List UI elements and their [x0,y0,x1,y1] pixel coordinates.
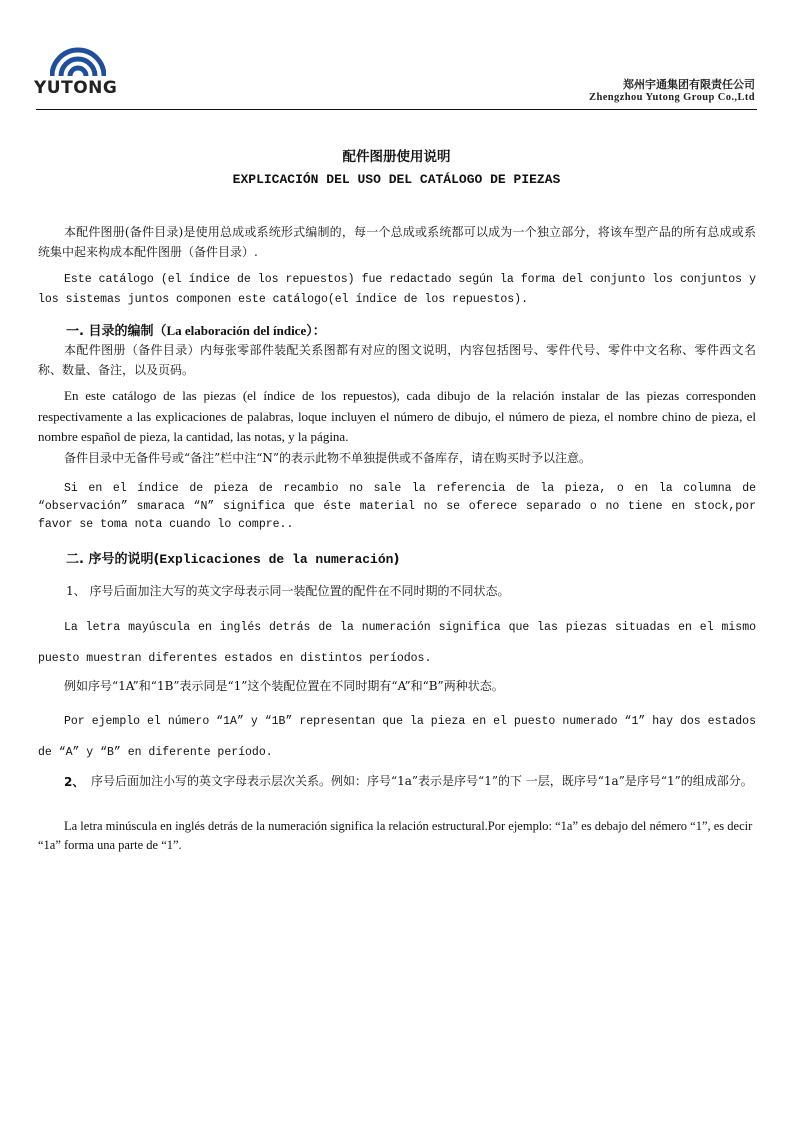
company-name-cn: 郑州宇通集团有限责任公司 [623,78,755,91]
section-1-paragraph-cn: 本配件图册（备件目录）内每张零部件装配关系图都有对应的图文说明，内容包括图号、零件代号、零件中文名称、零件西文名称、数量、备注，以及页码。 [38,343,756,377]
section-2-heading [66,548,399,567]
section-2-item-1-es: La letra mayúscula en inglés detrás de la numeración significa que las piezas situadas en el mismo puesto muestran diferentes estados en distintos períodos. [38,621,756,665]
header-divider [36,109,757,110]
section-2-example-es: Por ejemplo el número “1A” y “1B” representan que la pieza en el puesto numerado “1” hay dos estados de “A” y “B” en diferente período. [38,715,756,759]
section-2-item-2-cn: 序号后面加注小写的英文字母表示层次关系。例如：序号“1a”表示是序号“1”的下 一层，既序号“1a”是序号“1”的组成部分。 [91,774,753,788]
section-1-note-es: Si en el índice de pieza de recambio no sale la referencia de la pieza, o en la columna de “observación” smaraca “N” significa que éste material no se oferece separado o no tiene en stock,por favor se toma nota cuando lo compre.. [38,482,756,531]
intro-paragraph-cn: 本配件图册(备件目录)是使用总成或系统形式编制的，每一个总成或系统都可以成为一个独立部分，将该车型产品的所有总成或系统集中起来构成本配件图册（备件目录）. [38,225,756,259]
document-title-cn: 配件图册使用说明 [342,149,451,165]
yutong-logo-icon [50,46,106,76]
section-2-item-2-number: 2、 [64,775,85,789]
section-2-heading-cn: 二. 序号的说明( [66,552,160,567]
section-2-example-cn: 例如序号“1A”和“1B”表示同是“1”这个装配位置在不同时期有“A”和“B”两种状态。 [64,679,504,693]
section-1-heading [66,320,326,339]
section-2-item-1-cn: 1、 序号后面加注大写的英文字母表示同一装配位置的配件在不同时期的不同状态。 [66,584,510,598]
section-1-note-cn: 备件目录中无备件号或“备注”栏中注“N”的表示此物不单独提供或不备库存，请在购买时予以注意。 [64,451,592,465]
section-1-heading-es: La elaboración del índice [166,323,307,338]
document-title-es: EXPLICACIÓN DEL USO DEL CATÁLOGO DE PIEZAS [232,172,561,187]
section-2-heading-es: Explicaciones de la numeración [159,552,394,567]
logo-text: YUTONG [34,78,118,98]
intro-paragraph-es: Este catálogo (el índice de los repuestos) fue redactado según la forma del conjunto los conjuntos y los sistemas juntos componen este catálogo(el índice de los repuestos). [38,273,756,306]
section-2-item-2-es: La letra minúscula en inglés detrás de la numeración significa la relación estructural.Por ejemplo: “1a” es debajo del némero “1”, es decir “1a” forma una parte de “1”. [38,819,753,852]
section-1-paragraph-es: En este catálogo de las piezas (el índice de los repuestos), cada dibujo de la relación instalar de las piezas corresponden respectivamente a las explicaciones de palabras, loque incluyen el número de dibujo, el número de pieza, el nombre chino de pieza, el nombre español de pieza, la cantidad, las notas, y la página. [38,388,756,444]
section-1-heading-end: ）： [306,324,326,339]
company-name-en: Zhengzhou Yutong Group Co.,Ltd [589,92,755,103]
section-1-heading-cn: 一. 目录的编制（ [66,324,167,339]
section-2-heading-end: ) [393,552,400,567]
